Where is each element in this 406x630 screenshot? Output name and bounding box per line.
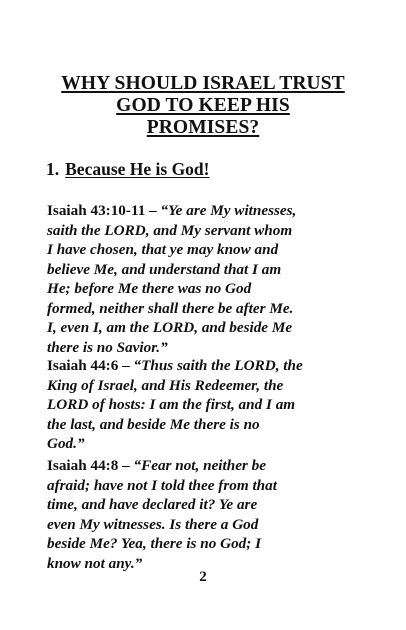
section-title: Because He is God!: [65, 159, 210, 179]
verse-text: I have chosen, that ye may know and: [47, 241, 279, 258]
page-number: 2: [199, 569, 207, 585]
verse-text: “Thus saith the LORD, the: [133, 357, 303, 374]
verse-text: the last, and beside Me there is no: [47, 415, 260, 433]
verse-reference: Isaiah 44:8 –: [47, 457, 134, 474]
section-number: 1.: [46, 159, 60, 179]
verse-text: King of Israel, and His Redeemer, the: [47, 376, 284, 394]
verse-block-isaiah-44-6: [47, 356, 367, 454]
verse-text: “Fear not, neither be: [133, 457, 266, 474]
verse-text: there is no Savior.”: [47, 338, 168, 356]
page-title: [40, 73, 366, 139]
title-line-2: GOD TO KEEP HIS: [116, 95, 290, 116]
verse-text: know not any.”: [47, 554, 143, 572]
verse-text: I, even I, am the LORD, and beside Me: [47, 319, 293, 336]
verse-text: He; before Me there was no God: [47, 280, 252, 297]
verse-text: “Ye are My witnesses,: [160, 202, 297, 219]
verse-text: God.”: [47, 435, 85, 452]
verse-text: even My witnesses. Is there a God: [47, 515, 259, 533]
verse-reference: Isaiah 43:10-11 –: [47, 202, 161, 219]
verse-text: LORD of hosts: I am the first, and I am: [47, 396, 296, 413]
verse-line: [47, 456, 367, 476]
title-line-3: PROMISES?: [146, 117, 260, 138]
verse-block-isaiah-43-10: [47, 201, 367, 357]
verse-text: believe Me, and understand that I am: [47, 260, 282, 278]
verse-text: afraid; have not I told thee from that: [47, 476, 277, 494]
section-heading: [46, 158, 210, 180]
verse-text: saith the LORD, and My servant whom: [47, 221, 293, 239]
verse-text: formed, neither shall there be after Me.: [47, 299, 294, 317]
verse-reference: Isaiah 44:6 –: [47, 357, 134, 374]
verse-text: beside Me? Yea, there is no God; I: [47, 535, 262, 552]
verse-line: [47, 356, 367, 376]
verse-text: time, and have declared it? Ye are: [47, 496, 258, 513]
title-line-1: WHY SHOULD ISRAEL TRUST: [61, 73, 345, 94]
verse-block-isaiah-44-8: [47, 456, 367, 573]
verse-line: [47, 201, 367, 221]
